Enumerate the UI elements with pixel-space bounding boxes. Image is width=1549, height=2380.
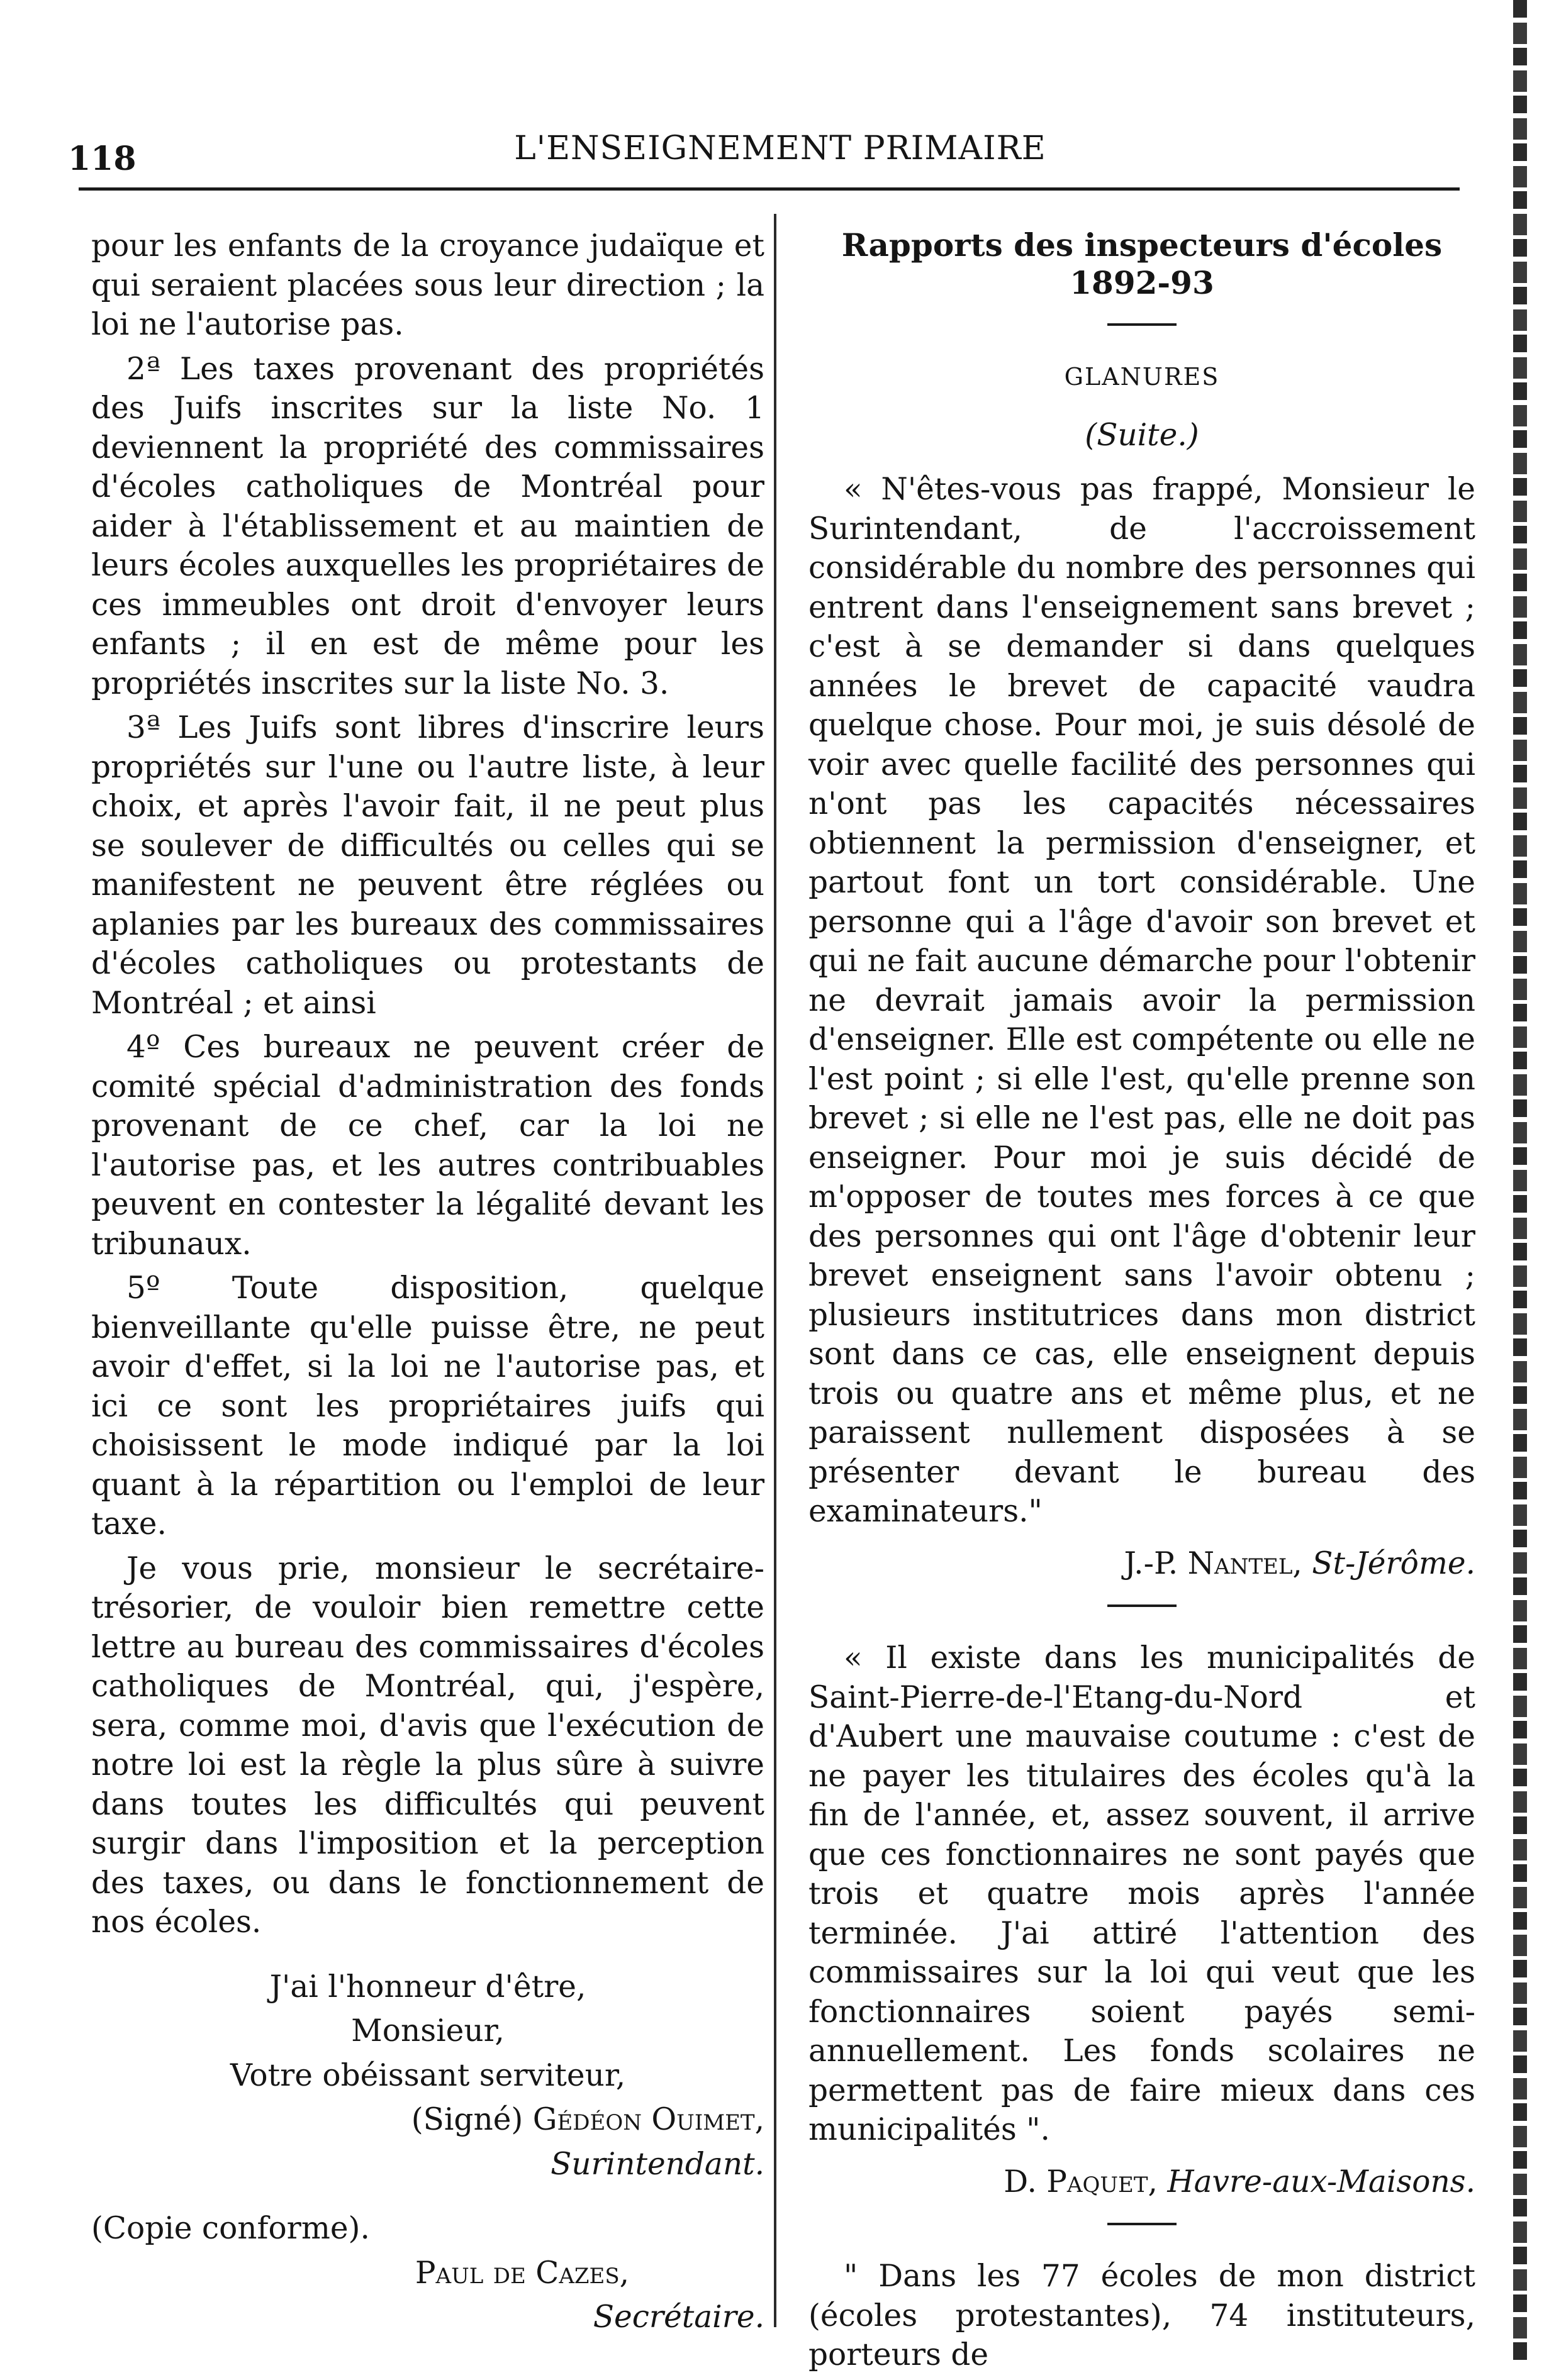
- separator-rule: [1107, 2223, 1177, 2225]
- scan-edge-mark: [1513, 0, 1527, 2365]
- signature-prefix: (Signé): [411, 2102, 533, 2137]
- signature-title: Surintendant.: [551, 2146, 764, 2182]
- paragraph-item-4: 4º Ces bureaux ne peuvent créer de comité spécial d'administration des fonds provenant de ce chef, car la loi ne l'autorise pas, et les autres contribuables peuvent en contester la légalité devant les tribunaux.: [91, 1030, 764, 1262]
- section-title: [808, 226, 1475, 302]
- quote-attribution-1: [808, 1544, 1475, 1584]
- running-title: L'ENSEIGNEMENT PRIMAIRE: [514, 130, 1046, 167]
- right-column: [808, 226, 1475, 2380]
- copy-note: (Copie conforme).: [91, 2211, 370, 2246]
- author-name: D. Paquet,: [1004, 2164, 1158, 2199]
- paragraph-item-5: 5º Toute disposition, quelque bienveillante qu'elle puisse être, ne peut avoir d'effet, si la loi ne l'autorise pas, et ici ce sont les propriétaires juifs qui choisissent le mode indiqué par la loi quant à la répartition ou l'emploi de leur taxe.: [91, 1271, 764, 1542]
- left-column: [91, 226, 764, 2342]
- signature-name: Gédéon Ouimet,: [532, 2102, 764, 2137]
- author-place: Havre-aux-Maisons.: [1167, 2164, 1475, 2199]
- paragraph-continuation: pour les enfants de la croyance judaïque et qui seraient placées sous leur direction ; la loi ne l'autorise pas.: [91, 228, 764, 342]
- closing-line-3: Votre obéissant serviteur,: [230, 2057, 626, 2093]
- closing-line-1: J'ai l'honneur d'être,: [269, 1969, 586, 2005]
- separator-rule: [1107, 1604, 1177, 1607]
- section-title-line-1: Rapports des inspecteurs d'écoles: [841, 226, 1443, 264]
- column-divider: [774, 214, 776, 2327]
- copy-signer-title: Secrétaire.: [593, 2299, 764, 2335]
- author-name: J.-P. Nantel,: [1124, 1545, 1302, 1581]
- signature-line: [91, 2100, 764, 2140]
- paragraph-item-3: 3ª Les Juifs sont libres d'inscrire leurs propriétés sur l'une ou l'autre liste, à leur choix, et après l'avoir fait, il ne peut plus se soulever de difficultés ou celles qui se manifestent ne peuvent être réglées ou aplanies par les bureaux des commissaires d'écoles catholiques ou protestants de Montréal ; et ainsi: [91, 710, 764, 1021]
- quote-protestant-schools: " Dans les 77 écoles de mon district (écoles protestantes), 74 instituteurs, porteurs de: [808, 2259, 1475, 2372]
- quote-attribution-2: [808, 2162, 1475, 2202]
- suite-label: (Suite.): [1085, 417, 1199, 453]
- section-rule: [1107, 323, 1177, 326]
- subheading: GLANURES: [1064, 363, 1220, 391]
- quote-paquet: « Il existe dans les municipalités de Saint-Pierre-de-l'Etang-du-Nord et d'Aubert une mauvaise coutume : c'est de ne payer les titulaires des écoles qu'à la fin de l'année, et, assez souvent, il arrive que ces fonctionnaires ne sont payés que trois et quatre mois après l'année terminée. J'ai attiré l'attention des commissaires sur la loi qui veut que les fonctionnaires soient payés semi-annuellement. Les fonds scolaires ne permettent pas de faire mieux dans ces municipalités ".: [808, 1640, 1475, 2147]
- author-place: St-Jérôme.: [1312, 1545, 1475, 1581]
- header-rule: [79, 187, 1460, 191]
- section-title-line-2: 1892-93: [1070, 264, 1214, 301]
- closing-line-2: Monsieur,: [351, 2013, 505, 2049]
- paragraph-item-2: 2ª Les taxes provenant des propriétés des Juifs inscrites sur la liste No. 1 deviennent la propriété des commissaires d'écoles catholiques de Montréal pour aider à l'établissement et au maintien de leurs écoles auxquelles les propriétaires de ces immeubles ont droit d'envoyer leurs enfants ; il en est de même pour les propriétés inscrites sur la liste No. 3.: [91, 351, 764, 701]
- paragraph-request: Je vous prie, monsieur le secrétaire-trésorier, de vouloir bien remettre cette lettre au bureau des commissaires d'écoles catholiques de Montréal, qui, j'espère, sera, comme moi, d'avis que l'exécution de notre loi est la règle la plus sûre à suivre dans toutes les difficultés qui peuvent surgir dans l'imposition et la perception des taxes, ou dans le fonctionnement de nos écoles.: [91, 1550, 764, 1940]
- quote-nantel: « N'êtes-vous pas frappé, Monsieur le Surintendant, de l'accroissement considérable du nombre des personnes qui entrent dans l'enseignement sans brevet ; c'est à se demander si dans quelques années le brevet de capacité vaudra quelque chose. Pour moi, je suis désolé de voir avec quelle facilité des personnes qui n'ont pas les capacités nécessaires obtiennent la permission d'enseigner, et partout font un tort considérable. Une personne qui a l'âge d'avoir son brevet et qui ne fait aucune démarche pour l'obtenir ne devrait jamais avoir la permission d'enseigner. Elle est compétente ou elle ne l'est point ; si elle l'est, qu'elle prenne son brevet ; si elle ne l'est pas, elle ne doit pas enseigner. Pour moi je suis décidé de m'opposer de toutes mes forces à ce que des personnes qui ont l'âge d'obtenir leur brevet enseignent sans l'avoir obtenu ; plusieurs institutrices dans mon district sont dans ce cas, elle enseignent depuis trois ou quatre ans et même plus, et ne paraissent nullement disposées à se présenter devant le bureau des examinateurs.": [808, 472, 1475, 1529]
- page-number: 118: [68, 140, 137, 178]
- copy-signer-name: Paul de Cazes,: [415, 2255, 630, 2291]
